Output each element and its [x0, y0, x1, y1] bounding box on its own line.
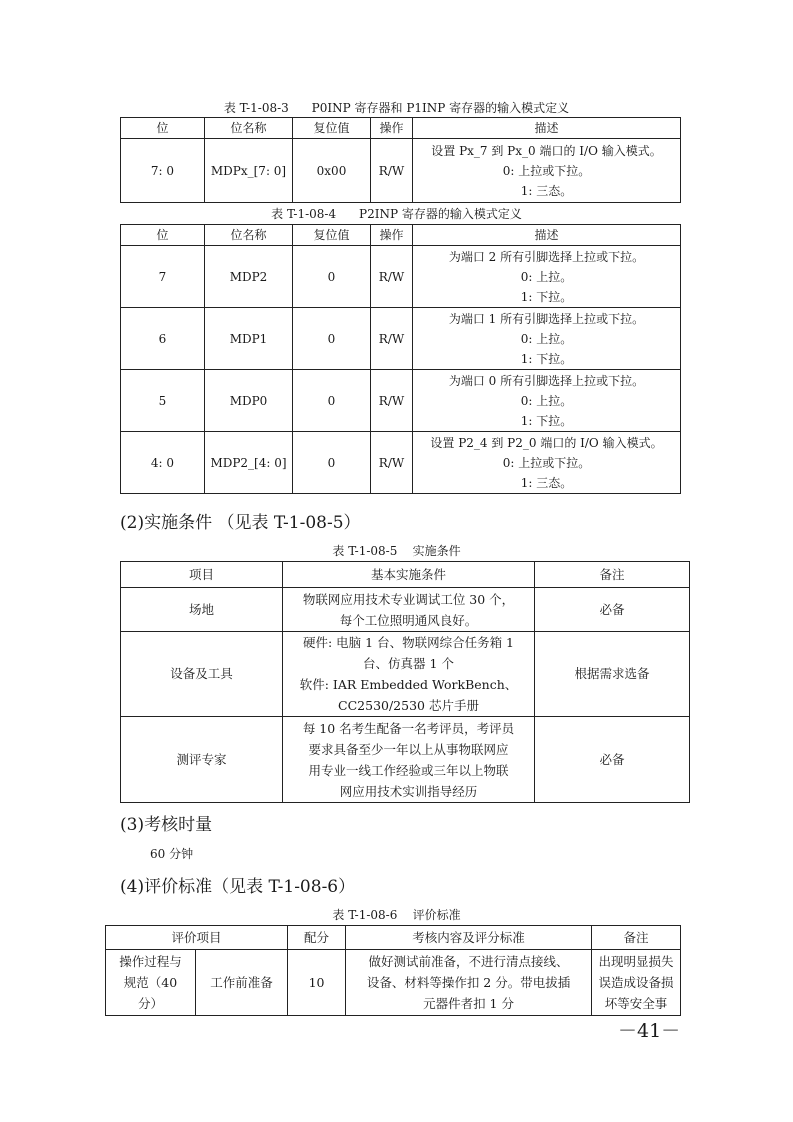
table3-header-reset: 复位值 [293, 118, 371, 139]
desc-cell [413, 370, 681, 432]
cond-line: 每 10 名考生配备一名考评员，考评员 [302, 720, 515, 736]
item-cell: 设备及工具 [121, 632, 283, 717]
table3 [120, 117, 681, 203]
cond-line: 用专业一线工作经验或三年以上物联 [308, 762, 509, 778]
item-cell: 场地 [121, 588, 283, 632]
cond-cell [283, 717, 535, 803]
name-cell: MDP2 [205, 246, 293, 308]
reset-cell: 0 [293, 308, 371, 370]
table6-header-note: 备注 [592, 926, 681, 950]
desc-line: 设置 P2_4 到 P2_0 端口的 I/O 输入模式。 [430, 435, 663, 450]
bit-cell: 4: 0 [121, 432, 205, 494]
item-cell: 测评专家 [121, 717, 283, 803]
table5-caption: 表 T-1-08-5 实施条件 [332, 544, 461, 558]
name-cell: MDP1 [205, 308, 293, 370]
category-line: 分） [137, 996, 163, 1011]
desc-cell [413, 139, 681, 203]
desc-line: 为端口 0 所有引脚选择上拉或下拉。 [448, 373, 645, 388]
table-row [121, 632, 690, 717]
table4-caption: 表 T-1-08-4 P2INP 寄存器的输入模式定义 [271, 207, 522, 221]
table-row [121, 588, 690, 632]
reset-cell: 0 [293, 370, 371, 432]
table5-header-row [121, 562, 690, 588]
reset-cell: 0x00 [293, 139, 371, 203]
desc-line: 为端口 2 所有引脚选择上拉或下拉。 [448, 249, 645, 264]
table4-header-desc: 描述 [413, 225, 681, 246]
table4-header-reset: 复位值 [293, 225, 371, 246]
table3-header-bit: 位 [121, 118, 205, 139]
table-row [121, 432, 681, 494]
cond-line: 要求具备至少一年以上从事物联网应 [308, 741, 509, 757]
category-line: 规范（40 [123, 975, 178, 990]
op-cell: R/W [371, 246, 413, 308]
subitem-cell: 工作前准备 [196, 950, 288, 1016]
bit-cell: 5 [121, 370, 205, 432]
note-cell [592, 950, 681, 1016]
table3-header-row [121, 118, 681, 139]
criteria-line: 做好测试前准备，不进行清点接线、 [368, 954, 569, 969]
table5-header-note: 备注 [535, 562, 690, 588]
table3-caption: 表 T-1-08-3 P0INP 寄存器和 P1INP 寄存器的输入模式定义 [223, 101, 570, 115]
name-cell: MDP2_[4: 0] [205, 432, 293, 494]
table4 [120, 224, 681, 494]
reset-cell: 0 [293, 246, 371, 308]
note-cell: 必备 [535, 717, 690, 803]
bit-cell: 7: 0 [121, 139, 205, 203]
desc-cell [413, 246, 681, 308]
category-cell [106, 950, 196, 1016]
op-cell: R/W [371, 370, 413, 432]
desc-line: 1: 三态。 [520, 475, 573, 490]
note-line: 误造成设备损 [598, 975, 674, 990]
desc-line: 设置 Px_7 到 Px_0 端口的 I/O 输入模式。 [431, 143, 662, 158]
desc-cell [413, 432, 681, 494]
table5 [120, 561, 690, 803]
note-line: 坏等安全事 [604, 996, 668, 1011]
category-line: 操作过程与 [119, 954, 182, 969]
table-row [121, 370, 681, 432]
table-row [121, 717, 690, 803]
reset-cell: 0 [293, 432, 371, 494]
cond-line: 硬件: 电脑 1 台、物联网综合任务箱 1 [302, 635, 514, 650]
criteria-line: 元器件者扣 1 分 [423, 996, 514, 1011]
note-cell: 根据需求选备 [535, 632, 690, 717]
op-cell: R/W [371, 308, 413, 370]
table-row [121, 139, 681, 203]
note-cell: 必备 [535, 588, 690, 632]
cond-line: 软件: IAR Embedded WorkBench、 [299, 677, 518, 692]
duration-text: 60 分钟 [150, 847, 194, 861]
desc-line: 0: 上拉或下拉。 [502, 455, 591, 470]
table6-header-row [106, 926, 681, 950]
table4-header-bit: 位 [121, 225, 205, 246]
table5-header-cond: 基本实施条件 [283, 562, 535, 588]
table4-header-name: 位名称 [205, 225, 293, 246]
desc-line: 为端口 1 所有引脚选择上拉或下拉。 [448, 311, 645, 326]
desc-line: 0: 上拉。 [520, 393, 573, 408]
table3-header-desc: 描述 [413, 118, 681, 139]
criteria-line: 设备、材料等操作扣 2 分。带电拔插 [366, 975, 571, 990]
op-cell: R/W [371, 139, 413, 203]
table6 [105, 925, 681, 1016]
table6-header-score: 配分 [288, 926, 346, 950]
score-cell: 10 [288, 950, 346, 1016]
cond-cell [283, 632, 535, 717]
cond-line: CC2530/2530 芯片手册 [338, 698, 479, 713]
desc-line: 0: 上拉。 [520, 331, 573, 346]
desc-cell [413, 308, 681, 370]
table4-header-op: 操作 [371, 225, 413, 246]
section-heading-conditions: (2)实施条件 （见表 T-1-08-5） [120, 513, 361, 533]
op-cell: R/W [371, 432, 413, 494]
table6-header-criteria: 考核内容及评分标准 [346, 926, 592, 950]
desc-line: 0: 上拉。 [520, 269, 573, 284]
table4-header-row [121, 225, 681, 246]
table6-caption: 表 T-1-08-6 评价标准 [332, 908, 461, 922]
criteria-cell [346, 950, 592, 1016]
table3-header-op: 操作 [371, 118, 413, 139]
table6-header-category: 评价项目 [106, 926, 288, 950]
page-number: －41－ [618, 1020, 681, 1042]
section-heading-duration: (3)考核时量 [120, 815, 213, 835]
cond-cell [283, 588, 535, 632]
table-row [106, 950, 681, 1016]
desc-line: 1: 下拉。 [520, 351, 573, 366]
desc-line: 1: 下拉。 [520, 289, 573, 304]
table-row [121, 308, 681, 370]
table5-header-item: 项目 [121, 562, 283, 588]
desc-line: 1: 下拉。 [520, 413, 573, 428]
cond-line: 每个工位照明通风良好。 [339, 612, 478, 628]
note-line: 出现明显损失 [598, 954, 674, 969]
desc-line: 1: 三态。 [520, 183, 573, 198]
cond-line: 台、仿真器 1 个 [363, 656, 454, 671]
name-cell: MDP0 [205, 370, 293, 432]
section-heading-criteria: (4)评价标准（见表 T-1-08-6） [120, 877, 356, 897]
bit-cell: 7 [121, 246, 205, 308]
cond-line: 物联网应用技术专业调试工位 30 个， [302, 591, 515, 607]
table3-header-name: 位名称 [205, 118, 293, 139]
table-row [121, 246, 681, 308]
desc-line: 0: 上拉或下拉。 [502, 163, 591, 178]
cond-line: 网应用技术实训指导经历 [339, 783, 478, 799]
bit-cell: 6 [121, 308, 205, 370]
name-cell: MDPx_[7: 0] [205, 139, 293, 203]
